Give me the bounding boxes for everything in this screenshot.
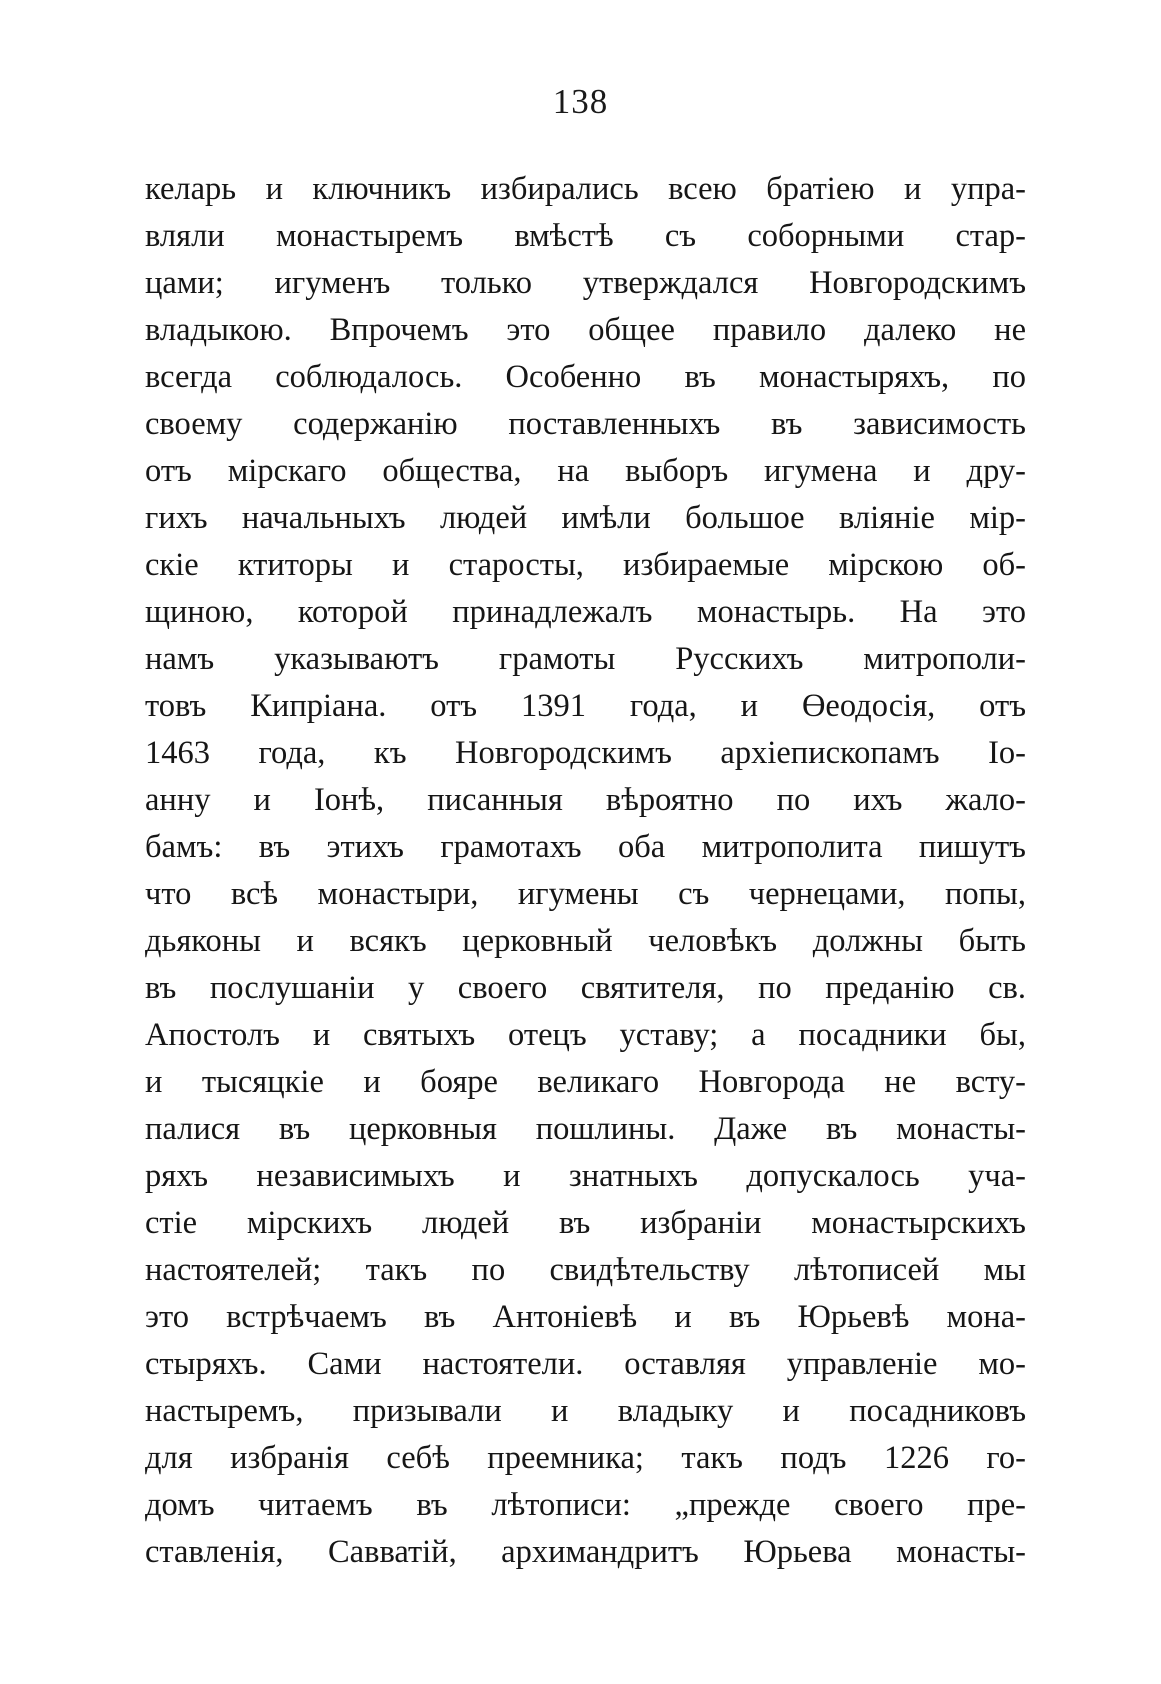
text-line: стыряхъ. Сами настоятели. оставляя управленіе мо-: [145, 1346, 1026, 1382]
text-line: цами; игуменъ только утверждался Новгородскимъ: [145, 265, 1026, 301]
text-line: всегда соблюдалось. Особенно въ монастыряхъ, по: [145, 359, 1026, 395]
text-line: настоятелей; такъ по свидѣтельству лѣтописей мы: [145, 1252, 1026, 1288]
text-line: что всѣ монастыри, игумены съ чернецами, попы,: [145, 876, 1026, 912]
text-line: келарь и ключникъ избирались всею братіею и упра-: [145, 171, 1026, 207]
page-number: 138: [552, 82, 609, 121]
text-line: своему содержанію поставленныхъ въ зависимость: [145, 406, 1026, 442]
text-line: стіе мірскихъ людей въ избраніи монастырскихъ: [145, 1205, 1026, 1241]
text-line: настыремъ, призывали и владыку и посадниковъ: [145, 1393, 1026, 1429]
text-line: бамъ: въ этихъ грамотахъ оба митрополита пишутъ: [145, 829, 1026, 865]
text-line: товъ Кипріана. отъ 1391 года, и Өеодосія, отъ: [145, 688, 1026, 724]
text-line: въ послушаніи у своего святителя, по преданію св.: [145, 970, 1026, 1006]
text-line: домъ читаемъ въ лѣтописи: „прежде своего пре-: [145, 1487, 1026, 1523]
text-line: дьяконы и всякъ церковный человѣкъ должны быть: [145, 923, 1026, 959]
text-line: ставленія, Савватій, архимандритъ Юрьева монасты-: [145, 1534, 1026, 1570]
text-line: палися въ церковныя пошлины. Даже въ монасты-: [145, 1111, 1026, 1147]
body-text: [145, 166, 1026, 1576]
text-line: для избранія себѣ преемника; такъ подъ 1226 го-: [145, 1440, 1026, 1476]
text-line: щиною, которой принадлежалъ монастырь. На это: [145, 594, 1026, 630]
text-line: намъ указываютъ грамоты Русскихъ митрополи-: [145, 641, 1026, 677]
text-line: вляли монастыремъ вмѣстѣ съ соборными стар-: [145, 218, 1026, 254]
text-line: гихъ начальныхъ людей имѣли большое вліяніе мір-: [145, 500, 1026, 536]
text-line: скіе ктиторы и старосты, избираемые мірскою об-: [145, 547, 1026, 583]
text-line: анну и Іонѣ, писанныя вѣроятно по ихъ жало-: [145, 782, 1026, 818]
text-line: Апостолъ и святыхъ отецъ уставу; а посадники бы,: [145, 1017, 1026, 1053]
text-line: отъ мірскаго общества, на выборъ игумена и дру-: [145, 453, 1026, 489]
text-line: владыкою. Впрочемъ это общее правило далеко не: [145, 312, 1026, 348]
text-line: ряхъ независимыхъ и знатныхъ допускалось уча-: [145, 1158, 1026, 1194]
text-line: и тысяцкіе и бояре великаго Новгорода не всту-: [145, 1064, 1026, 1100]
text-line: 1463 года, къ Новгородскимъ архіепископамъ Іо-: [145, 735, 1026, 771]
text-line: это встрѣчаемъ въ Антоніевѣ и въ Юрьевѣ мона-: [145, 1299, 1026, 1335]
